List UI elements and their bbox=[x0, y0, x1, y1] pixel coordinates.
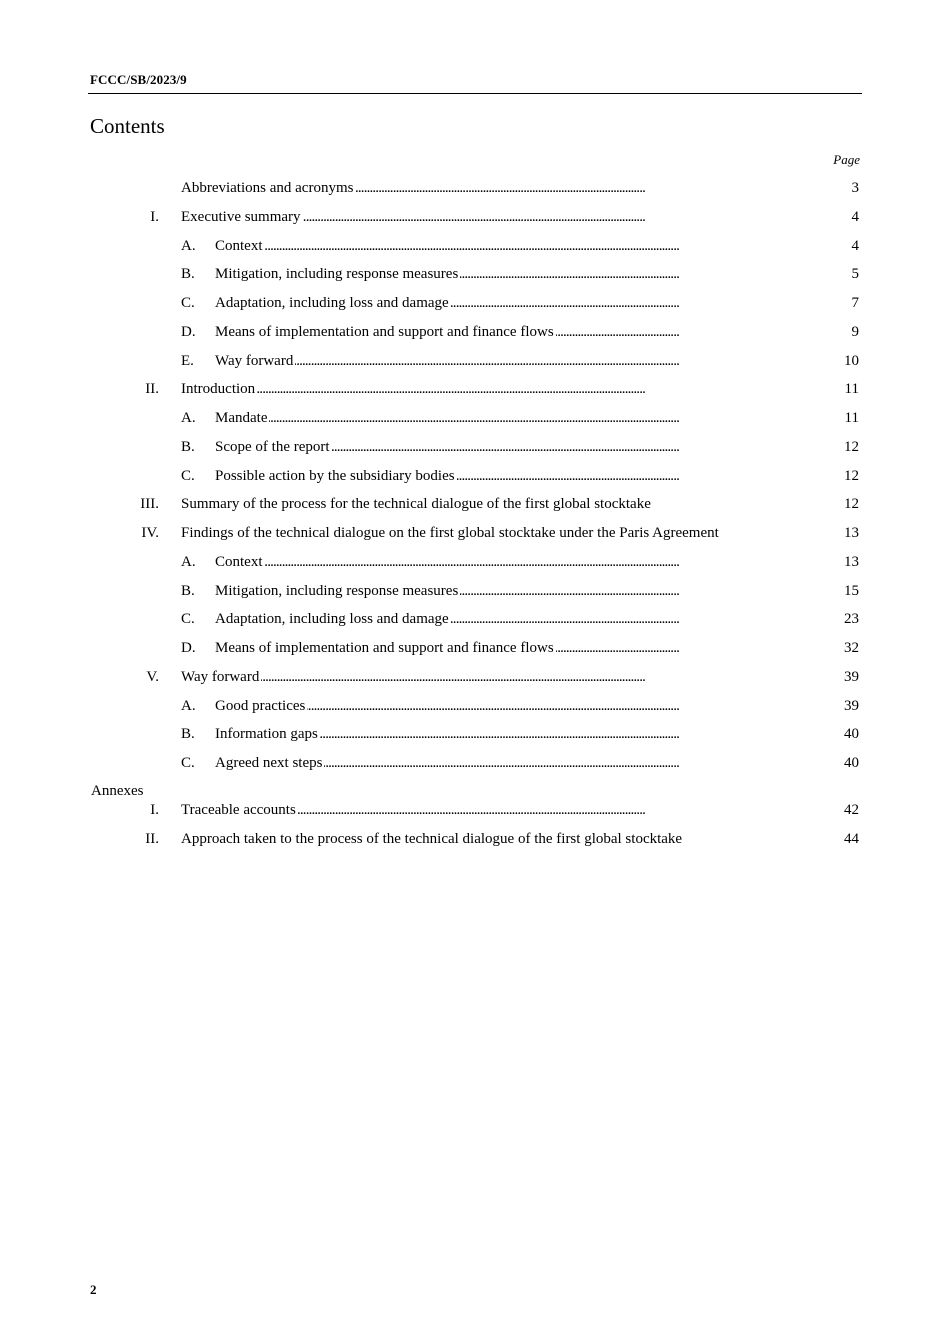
toc-entry-leader bbox=[215, 437, 800, 457]
toc-entry-letter: B. bbox=[181, 266, 195, 282]
toc-entry-number: I. bbox=[150, 802, 159, 818]
toc-entry-number: V. bbox=[146, 669, 159, 685]
toc-entry-page: 40 bbox=[844, 726, 859, 742]
toc-entry-page: 39 bbox=[844, 669, 859, 685]
toc-entry-leader bbox=[181, 800, 800, 820]
toc-entry-letter: D. bbox=[181, 324, 196, 340]
toc-entry-title[interactable]: Agreed next steps bbox=[215, 755, 323, 771]
toc-entry-leader bbox=[215, 581, 800, 601]
toc-entry-page: 5 bbox=[851, 266, 859, 282]
toc-entry-title[interactable]: Adaptation, including loss and damage bbox=[215, 611, 449, 627]
toc-entry-page: 7 bbox=[851, 295, 859, 311]
toc-entry-title[interactable]: Summary of the process for the technical dialogue of the first global stocktake bbox=[181, 496, 651, 512]
toc-entry-title[interactable]: Approach taken to the process of the technical dialogue of the first global stocktake bbox=[181, 831, 683, 847]
footer-page-number: 2 bbox=[90, 1282, 97, 1297]
toc-entry-page: 3 bbox=[851, 180, 859, 196]
toc-entry-leader bbox=[181, 379, 800, 399]
toc-entry-number: IV. bbox=[141, 525, 159, 541]
toc-entry-title[interactable]: Good practices bbox=[215, 698, 306, 714]
toc-entry[interactable] bbox=[0, 667, 950, 687]
toc-entry-leader bbox=[215, 293, 800, 313]
toc-entry[interactable] bbox=[0, 236, 950, 256]
toc-entry-page: 10 bbox=[844, 353, 859, 369]
toc-entry-page: 23 bbox=[844, 611, 859, 627]
toc-entry-page: 4 bbox=[851, 209, 859, 225]
toc-entry-title[interactable]: Mitigation, including response measures bbox=[215, 583, 459, 599]
toc-entry-page: 32 bbox=[844, 640, 859, 656]
toc-entry-title[interactable]: Scope of the report bbox=[215, 439, 330, 455]
toc-entry[interactable] bbox=[0, 523, 950, 543]
toc-entry-leader bbox=[215, 609, 800, 629]
toc-entry-leader bbox=[215, 322, 800, 342]
toc-entry-leader bbox=[181, 523, 800, 543]
toc-entry-letter: B. bbox=[181, 439, 195, 455]
toc-entry-title[interactable]: Introduction bbox=[181, 381, 256, 397]
toc-entry[interactable] bbox=[0, 322, 950, 342]
toc-entry[interactable] bbox=[0, 552, 950, 572]
toc-entry-number: II. bbox=[145, 831, 159, 847]
toc-entry-leader bbox=[215, 236, 800, 256]
toc-entry-leader bbox=[215, 753, 800, 773]
toc-entry-title[interactable]: Way forward bbox=[181, 669, 260, 685]
toc-entry-letter: B. bbox=[181, 726, 195, 742]
annexes-label: Annexes bbox=[91, 783, 144, 799]
toc-entry-page: 4 bbox=[851, 238, 859, 254]
toc-entry[interactable] bbox=[0, 178, 950, 198]
toc-entry-letter: C. bbox=[181, 295, 195, 311]
toc-entry-leader bbox=[215, 638, 800, 658]
toc-entry-title[interactable]: Adaptation, including loss and damage bbox=[215, 295, 449, 311]
toc-entry[interactable] bbox=[0, 207, 950, 227]
toc-entry-leader bbox=[181, 207, 800, 227]
toc-entry-letter: A. bbox=[181, 554, 196, 570]
toc-entry[interactable] bbox=[0, 264, 950, 284]
toc-entry-title[interactable]: Abbreviations and acronyms bbox=[181, 180, 354, 196]
toc-entry-title[interactable]: Traceable accounts bbox=[181, 802, 296, 818]
toc-entry-leader bbox=[215, 696, 800, 716]
toc-entry[interactable] bbox=[0, 379, 950, 399]
toc-entry-page: 9 bbox=[851, 324, 859, 340]
toc-entry[interactable] bbox=[0, 753, 950, 773]
toc-entry[interactable] bbox=[0, 581, 950, 601]
toc-entry-title[interactable]: Mitigation, including response measures bbox=[215, 266, 459, 282]
toc-entry-number: III. bbox=[140, 496, 159, 512]
toc-entry-title[interactable]: Context bbox=[215, 554, 263, 570]
toc-entry-title[interactable]: Possible action by the subsidiary bodies bbox=[215, 468, 455, 484]
toc-entry-title[interactable]: Context bbox=[215, 238, 263, 254]
toc-entry-leader bbox=[181, 178, 800, 198]
toc-entry[interactable] bbox=[0, 494, 950, 514]
toc-entry-leader bbox=[215, 552, 800, 572]
toc-entry-leader bbox=[181, 667, 800, 687]
toc-entry-letter: B. bbox=[181, 583, 195, 599]
toc-entry-title[interactable]: Way forward bbox=[215, 353, 294, 369]
toc-entry-leader bbox=[215, 351, 800, 371]
toc-entry-page: 12 bbox=[844, 439, 859, 455]
toc-entry-letter: A. bbox=[181, 698, 196, 714]
toc-entry-letter: A. bbox=[181, 238, 196, 254]
toc-entry-title[interactable]: Means of implementation and support and finance flows bbox=[215, 324, 554, 340]
toc-entry-letter: E. bbox=[181, 353, 194, 369]
toc-entry-page: 11 bbox=[844, 381, 859, 397]
toc-entry[interactable] bbox=[0, 408, 950, 428]
toc-entry[interactable] bbox=[0, 293, 950, 313]
toc-entry-page: 12 bbox=[844, 496, 859, 512]
toc-entry[interactable] bbox=[0, 638, 950, 658]
header-rule bbox=[88, 93, 862, 94]
toc-entry-leader bbox=[181, 829, 800, 849]
toc-entry-page: 44 bbox=[844, 831, 859, 847]
toc-entry-leader bbox=[215, 724, 800, 744]
document-symbol: FCCC/SB/2023/9 bbox=[90, 72, 187, 87]
toc-entry-title[interactable]: Findings of the technical dialogue on the first global stocktake under the Paris Agreement bbox=[181, 525, 719, 541]
toc-entry-page: 15 bbox=[844, 583, 859, 599]
toc-entry-title[interactable]: Executive summary bbox=[181, 209, 301, 225]
toc-entry-leader bbox=[215, 408, 800, 428]
toc-entry[interactable] bbox=[0, 724, 950, 744]
toc-entry-page: 11 bbox=[844, 410, 859, 426]
toc-entry-number: II. bbox=[145, 381, 159, 397]
toc-entry-page: 13 bbox=[844, 525, 859, 541]
page-title: Contents bbox=[90, 114, 165, 138]
toc-entry-leader bbox=[181, 494, 800, 514]
toc-entry-title[interactable]: Information gaps bbox=[215, 726, 318, 742]
toc-entry-title[interactable]: Mandate bbox=[215, 410, 268, 426]
toc-entry-letter: C. bbox=[181, 468, 195, 484]
toc-entry-page: 39 bbox=[844, 698, 859, 714]
toc-entry-leader bbox=[215, 466, 800, 486]
toc-entry[interactable] bbox=[0, 696, 950, 716]
toc-entry-page: 13 bbox=[844, 554, 859, 570]
page-column-label: Page bbox=[833, 152, 860, 167]
toc-entry-title[interactable]: Means of implementation and support and finance flows bbox=[215, 640, 554, 656]
toc-entry-page: 40 bbox=[844, 755, 859, 771]
toc-entry-page: 42 bbox=[844, 802, 859, 818]
toc-entry[interactable] bbox=[0, 437, 950, 457]
toc-entry[interactable] bbox=[0, 351, 950, 371]
toc-entry-letter: C. bbox=[181, 755, 195, 771]
toc-entry-leader bbox=[215, 264, 800, 284]
toc-entry-page: 12 bbox=[844, 468, 859, 484]
toc-entry-letter: C. bbox=[181, 611, 195, 627]
annex-entry[interactable] bbox=[0, 829, 950, 849]
toc-entry[interactable] bbox=[0, 609, 950, 629]
annex-entry[interactable] bbox=[0, 800, 950, 820]
toc-entry-letter: D. bbox=[181, 640, 196, 656]
toc-entry-number: I. bbox=[150, 209, 159, 225]
toc-entry-letter: A. bbox=[181, 410, 196, 426]
toc-entry[interactable] bbox=[0, 466, 950, 486]
